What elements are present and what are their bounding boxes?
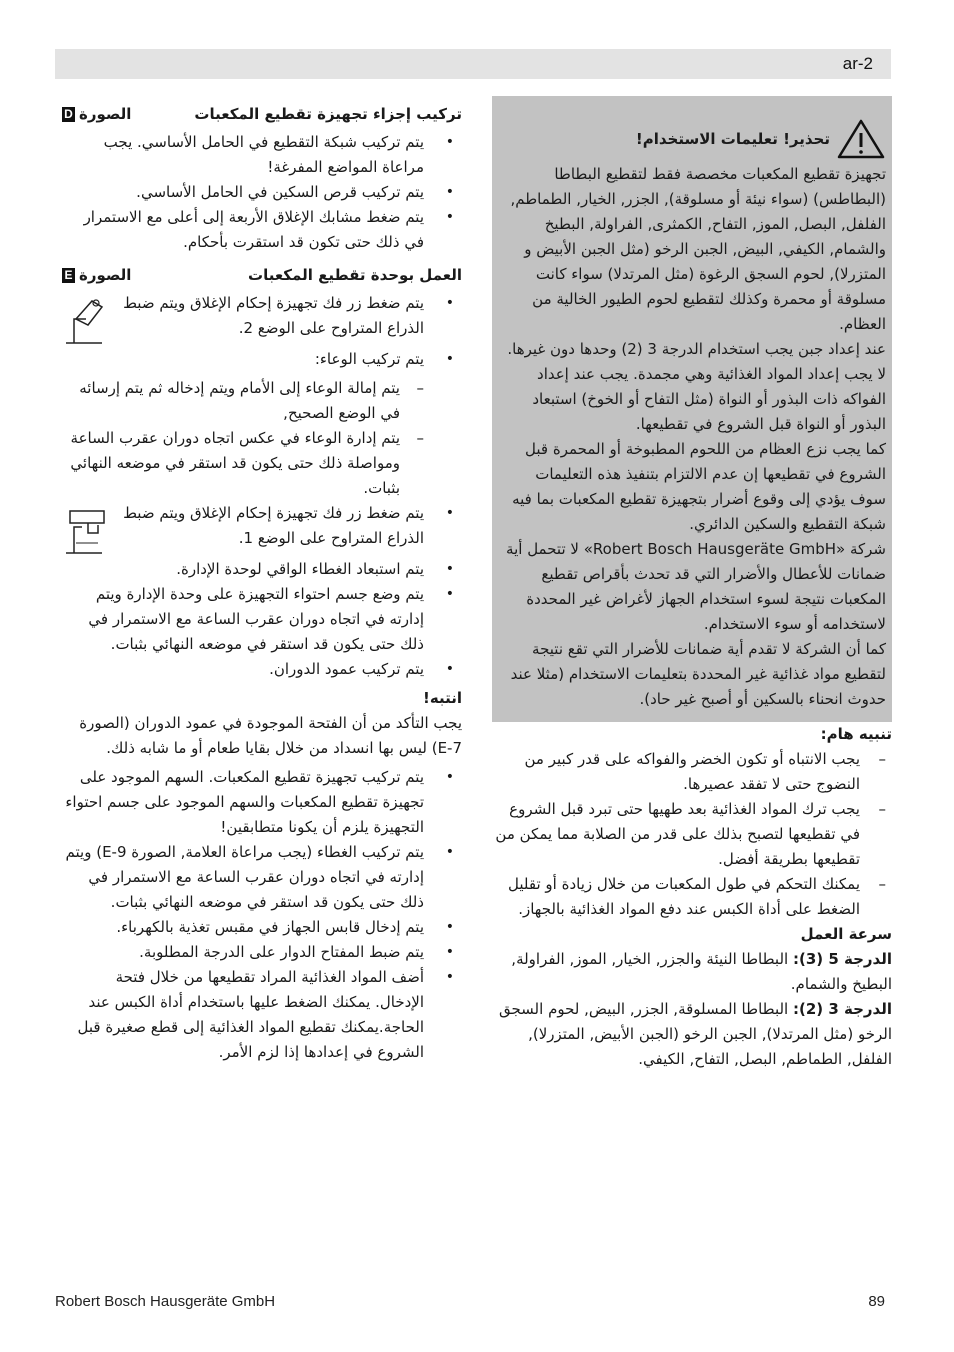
footer-page-number: 89 [868, 1293, 885, 1310]
section-e-list-b [62, 347, 462, 372]
speed-title: سرعة العمل [800, 925, 892, 943]
warning-paragraph: كما أن الشركة لا تقدم أية ضمانات للأضرار التي تقع نتيجة لتقطيع مواد غذائية غير المحددة بتعليمات الاستخدام (مثلا عند حدوث انحناء بالسكين أو أصبح غير حاد). [510, 640, 886, 708]
section-d-list [62, 130, 462, 255]
warning-title: تحذير! تعليمات الاستخدام! [635, 129, 830, 148]
list-item: • يتم ضغط زر فك تجهيزة إحكام الإغلاق ويتم ضبط الذراع المتراوح على الوضع 1. [110, 501, 462, 551]
mixer-arm-raised-icon [62, 293, 110, 347]
note-title: انتبه! [423, 689, 462, 707]
section-d-title: تركيب إجزاء تجهيزة تقطيع المكعبات [194, 105, 462, 123]
figure-d-box: D [62, 107, 75, 122]
list-item: – يجب ترك المواد الغذائية بعد طهيها حتى تبرد قبل الشروع في تقطيعها لتصبح بذلك على قدر من الصلابة مما يمكن من تقطيعها بطريقة أفضل. [492, 797, 892, 872]
list-item: • يتم ضغط زر فك تجهيزة إحكام الإغلاق ويتم ضبط الذراع المتراوح على الوضع 2. [110, 291, 462, 341]
warning-paragraph: شركة «Robert Bosch Hausgeräte GmbH» لا تتحمل أية ضمانات للأعطال والأضرار التي قد تحدث بأقراص تقطيع المكعبات نتيجة لسوء استخدام الجهاز لأغراض غير المحددة لاستخدامه أو سوء الاستخدام. [506, 540, 886, 633]
list-item: • يتم تركيب تجهيزة تقطيع المكعبات. السهم الموجود على تجهيزة تقطيع المكعبات والسهم الموجود على جسم احتواء التجهيزة يلزم أن يكونا متطابقين! [62, 765, 462, 840]
figure-e-box: E [62, 268, 75, 283]
warning-paragraph: لا يجب إعداد المواد الغذائية وهي مجمدة. يجب عند إعداد الفواكه ذات البذور أو النواة (مثل التفاح أو الخوخ) استبعاد البذور أو النواة قبل الشروع في تقطيعها. [532, 365, 886, 433]
figure-ref-e [62, 263, 131, 288]
speed-level-3-label: الدرجة 3 (2): [792, 1000, 892, 1018]
figure-label: الصورة [79, 105, 132, 123]
figure-label: الصورة [79, 266, 132, 284]
warning-triangle-icon [836, 118, 886, 160]
list-item: • أضف المواد الغذائية المراد تقطيعها من خلال فتحة الإدخال. يمكنك الضغط عليها باستخدام أداة الكبس عند الحاجة.يمكنك تقطيع المواد الغذائية إلى قطع صغيرة قبل الشروع في إعدادها إذا لزم الأمر. [62, 965, 462, 1065]
left-column [62, 102, 462, 1069]
pos1-row [62, 501, 462, 557]
note-text: يجب التأكد من أن الفتحة الموجودة في عمود الدوران (الصورة E-7) ليس بها انسداد من خلال بقايا طعام أو ما شابه ذلك. [79, 714, 462, 757]
section-e-list-c [110, 501, 462, 551]
header-bar [55, 49, 891, 79]
list-item: • يتم إدخال قابس الجهاز في مقبس تغذية بالكهرباء. [62, 915, 462, 940]
warning-heading [498, 104, 886, 160]
bowl-sub-list [62, 376, 462, 501]
list-item: – يجب الانتباه أو تكون الخضر والفواكه على قدر كبير من النضوج حتى لا تفقد عصيرها. [492, 747, 892, 797]
mixer-arm-lowered-icon [62, 503, 110, 557]
list-item: • يتم استبعاد الغطاء الواقي لوحدة الإدارة. [62, 557, 462, 582]
sub-list-item: – يتم إمالة الوعاء إلى الأمام ويتم إدخاله ثم يتم إرسائه في الوضع الصحيح, [62, 376, 462, 426]
important-list [492, 747, 892, 922]
footer-company: Robert Bosch Hausgeräte GmbH [55, 1293, 276, 1310]
speed-level-5 [492, 947, 892, 997]
pos2-row [62, 291, 462, 347]
section-d-heading [62, 102, 462, 127]
section-e-title: العمل بوحدة تقطيع المكعبات [248, 266, 462, 284]
list-item: • يتم تركيب الوعاء: [62, 347, 462, 372]
final-steps-list [62, 765, 462, 1065]
list-item: • يتم تركيب عمود الدوران. [62, 657, 462, 682]
list-item: • يتم ضبط المفتاح الدوار على الدرجة المطلوبة. [62, 940, 462, 965]
list-item: • يتم وضع جسم احتواء التجهيزة على وحدة الإدارة ويتم إدارته في اتجاه دوران عقرب الساعة مع الاستمرار في ذلك حتى يكون قد استقر في موضعه النهائي بثبات. [62, 582, 462, 657]
page-code: ar-2 [842, 54, 873, 73]
list-item: • يتم تركيب الغطاء (يجب مراعاة العلامة, الصورة E-9) ويتم إدارته في اتجاه دوران عقرب الساعة مع الاستمرار في ذلك حتى يكون قد استقر في موضعه النهائي بثبات. [62, 840, 462, 915]
speed-level-5-text: البطاطا النيئة والجزر, الخيار, الموز, الفراولة, البطيخ والشمام. [511, 950, 892, 993]
section-e-list-d [62, 557, 462, 682]
list-item: • يتم تركيب قرص السكين في الحامل الأساسي. [62, 180, 462, 205]
list-item: • يتم تركيب شبكة التقطيع في الحامل الأساسي. يجب مراعاة المواضع المفرغة! [62, 130, 462, 180]
speed-level-3 [492, 997, 892, 1072]
speed-level-3-text: البطاطا المسلوقة, الجزر, البيض, لحوم السجق الرخو (مثل المرتدلا), الجبن الرخو (الجبن الأبيض, المتزرلا), الفلفل, الطماطم, البصل, التفاح, الكيفي. [498, 1000, 892, 1068]
section-e-list-a [110, 291, 462, 341]
sub-list-item: – يتم إدارة الوعاء في عكس اتجاه دوران عقرب الساعة ومواصلة ذلك حتى يكون قد استقر في موضعه النهائي بثبات. [62, 426, 462, 501]
warning-paragraph: تجهيزة تقطيع المكعبات مخصصة فقط لتقطيع البطاطا (البطاطس) (سواء نيئة أو مسلوقة), الجزر, الخيار, الطماطم, الفلفل, البصل, الموز, التفاح, الكمثرى, الفراولة, البطيخ والشمام, الكيفي, البيض, الجبن الرخو (مثل الجبن الأبيض و المتزرلا), لحوم السجق الرغوة (مثل المرتدلا) سواء كانت مسلوقة أو محمرة وكذلك لتقطيع لحوم الطيور الخالية من العظام. [510, 165, 886, 333]
list-item: • يتم ضغط مشابك الإغلاق الأربعة إلى أعلى مع الاستمرار في ذلك حتى تكون قد استقرت بأحكام. [62, 205, 462, 255]
important-title: تنبيه هام: [820, 725, 892, 743]
section-e-heading [62, 263, 462, 288]
right-column [492, 96, 892, 1072]
list-item: – يمكنك التحكم في طول المكعبات من خلال زيادة أو تقليل الضغط على أداة الكبس عند دفع المواد الغذائية بالجهاز. [492, 872, 892, 922]
warning-paragraph: كما يجب نزع العظام من اللحوم المطبوخة أو المحمرة قبل الشروع في تقطيعها إن عدم الالتزام بتنفيذ هذه التعليمات سوف يؤدي إلى وقوع أضرار بتجهيزة تقطيع المكعبات بما فيه شبكة التقطيع والسكين الدائري. [512, 440, 886, 533]
warning-paragraph: عند إعداد جبن يجب استخدام الدرجة 3 (2) وحدها دون غيرها. [507, 340, 886, 358]
figure-ref-d [62, 102, 131, 127]
warning-box [492, 96, 892, 722]
speed-level-5-label: الدرجة 5 (3): [792, 950, 892, 968]
